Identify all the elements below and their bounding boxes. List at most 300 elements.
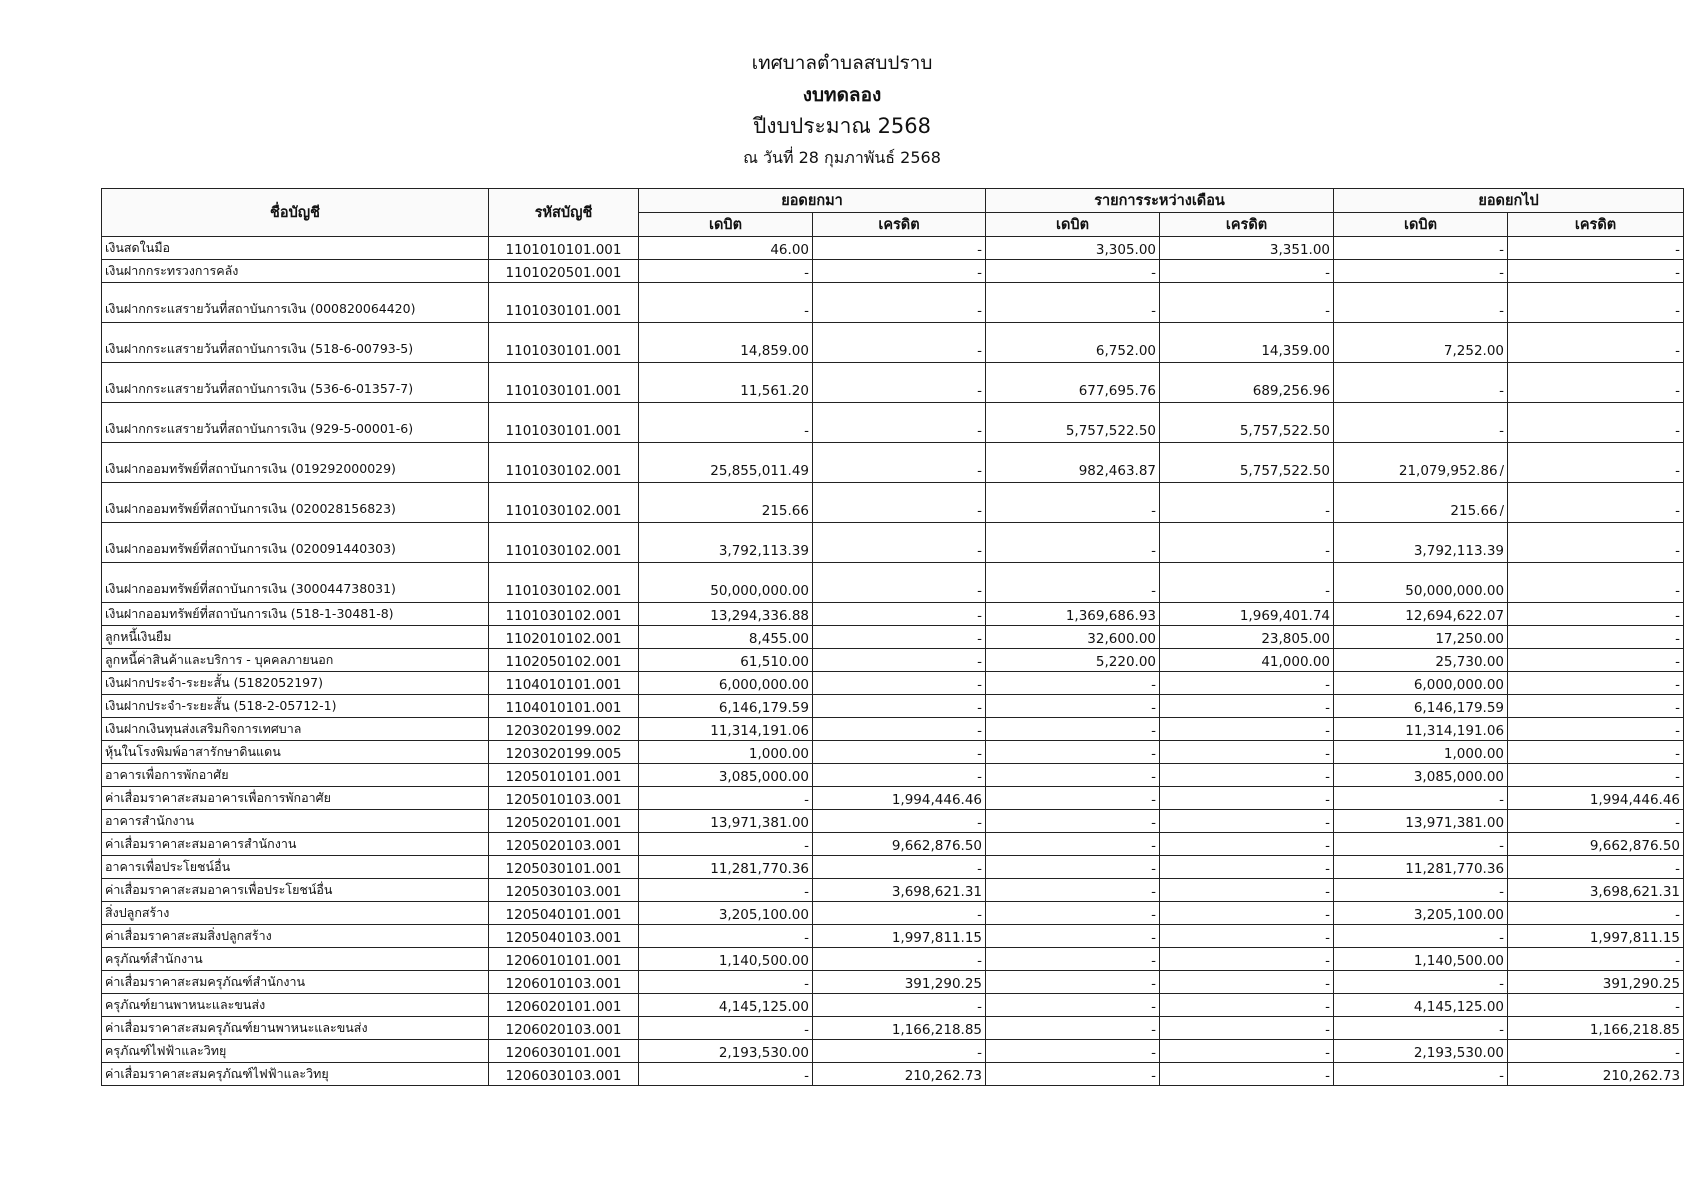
table-row: [102, 626, 1684, 649]
month-debit-cell: [986, 925, 1160, 948]
account-name-cell: [102, 810, 489, 833]
table-row: [102, 443, 1684, 483]
account-name-cell-text: เงินฝากออมทรัพย์ที่สถาบันการเงิน (300044738031): [105, 581, 396, 596]
header-account-code: รหัสบัญชี: [489, 189, 639, 237]
account-code-cell-text: 1102050102.001: [505, 654, 622, 670]
month-debit-cell: [986, 718, 1160, 741]
bf-debit-cell-text: 11,561.20: [740, 383, 809, 399]
account-name-cell-text: เงินฝากประจำ-ระยะสั้น (518-2-05712-1): [105, 698, 337, 713]
month-credit-cell: [1160, 672, 1334, 695]
account-code-cell: [489, 764, 639, 787]
cf-credit-cell: [1508, 971, 1684, 994]
month-debit-cell: [986, 994, 1160, 1017]
account-name-cell-text: เงินฝากกระแสรายวันที่สถาบันการเงิน (929-5-00001-6): [105, 421, 414, 436]
account-code-cell: [489, 902, 639, 925]
month-credit-cell-text: -: [1325, 1045, 1331, 1061]
cf-credit-cell-text: -: [1675, 583, 1681, 599]
month-debit-cell-text: -: [1151, 700, 1157, 716]
header-month-credit: เครดิต: [1160, 213, 1334, 237]
bf-credit-cell-text: -: [977, 583, 983, 599]
month-credit-cell-text: -: [1325, 746, 1331, 762]
bf-debit-cell: [639, 971, 813, 994]
cf-debit-cell-text: -: [1499, 265, 1505, 281]
header-cf-debit: เดบิต: [1334, 213, 1508, 237]
bf-debit-cell: [639, 363, 813, 403]
report-title: งบทดลอง: [802, 84, 882, 106]
bf-debit-cell-text: 4,145,125.00: [718, 999, 809, 1015]
table-row: [102, 237, 1684, 260]
bf-credit-cell-text: -: [977, 631, 983, 647]
bf-debit-cell-text: 1,000.00: [748, 746, 809, 762]
cf-debit-cell: [1334, 925, 1508, 948]
account-name-cell-text: ครุภัณฑ์ยานพาหนะและขนส่ง: [105, 997, 266, 1012]
account-name-cell: [102, 787, 489, 810]
table-row: [102, 260, 1684, 283]
cf-credit-cell-text: -: [1675, 463, 1681, 479]
bf-credit-cell: [813, 741, 986, 764]
cf-credit-cell-text: 9,662,876.50: [1589, 838, 1681, 854]
bf-credit-cell-text: -: [977, 861, 983, 877]
bf-credit-cell-text: -: [977, 723, 983, 739]
account-code-cell: [489, 323, 639, 363]
month-debit-cell-text: -: [1151, 999, 1157, 1015]
bf-credit-cell: [813, 1040, 986, 1063]
bf-debit-cell: [639, 925, 813, 948]
cf-debit-cell: [1334, 902, 1508, 925]
account-name-cell-text: ค่าเสื่อมราคาสะสมอาคารเพื่อการพักอาศัย: [105, 790, 331, 805]
cf-debit-cell: [1334, 237, 1508, 260]
account-name-cell: [102, 971, 489, 994]
cf-debit-cell-text: -: [1499, 792, 1505, 808]
month-debit-cell: [986, 523, 1160, 563]
bf-debit-cell-text: 46.00: [770, 242, 809, 258]
account-code-cell: [489, 626, 639, 649]
bf-credit-cell: [813, 649, 986, 672]
month-debit-cell: [986, 1017, 1160, 1040]
bf-credit-cell: [813, 283, 986, 323]
bf-debit-cell: [639, 1017, 813, 1040]
cf-debit-cell-text: 6,146,179.59: [1413, 700, 1505, 716]
cf-debit-cell-text: -: [1499, 383, 1505, 399]
cf-debit-cell: [1334, 283, 1508, 323]
bf-credit-cell-text: 1,166,218.85: [891, 1022, 983, 1038]
bf-credit-cell-text: -: [977, 815, 983, 831]
bf-credit-cell-text: -: [977, 677, 983, 693]
table-row: [102, 649, 1684, 672]
bf-credit-cell: [813, 483, 986, 523]
account-code-cell-text: 1203020199.002: [505, 723, 622, 739]
month-credit-cell-text: -: [1325, 953, 1331, 969]
cf-credit-cell: [1508, 879, 1684, 902]
account-name-cell-text: ลูกหนี้ค่าสินค้าและบริการ - บุคคลภายนอก: [105, 652, 334, 667]
bf-credit-cell-text: 1,997,811.15: [891, 930, 983, 946]
cf-debit-cell-text: 215.66: [1450, 503, 1498, 519]
header-cf-credit: เครดิต: [1508, 213, 1684, 237]
account-name-cell: [102, 902, 489, 925]
bf-credit-cell-text: 391,290.25: [904, 976, 983, 992]
bf-debit-cell: [639, 443, 813, 483]
month-debit-cell-text: 32,600.00: [1087, 631, 1157, 647]
month-debit-cell: [986, 260, 1160, 283]
bf-credit-cell: [813, 833, 986, 856]
cf-credit-cell-text: -: [1675, 303, 1681, 319]
cf-credit-cell: [1508, 523, 1684, 563]
account-code-cell-text: 1203020199.005: [505, 746, 622, 762]
cf-debit-cell: [1334, 879, 1508, 902]
bf-credit-cell-text: 3,698,621.31: [891, 884, 983, 900]
bf-credit-cell-text: 9,662,876.50: [891, 838, 983, 854]
month-credit-cell: [1160, 1040, 1334, 1063]
account-name-cell-text: เงินฝากกระแสรายวันที่สถาบันการเงิน (536-6-01357-7): [105, 381, 414, 396]
cf-debit-cell-text: -: [1499, 423, 1505, 439]
cf-debit-cell-text: -: [1499, 838, 1505, 854]
month-debit-cell-text: -: [1151, 792, 1157, 808]
cf-credit-cell: [1508, 1017, 1684, 1040]
table-row: [102, 403, 1684, 443]
month-credit-cell: [1160, 363, 1334, 403]
cf-credit-cell: [1508, 323, 1684, 363]
month-debit-cell: [986, 787, 1160, 810]
cf-credit-cell: [1508, 695, 1684, 718]
bf-debit-cell-text: 2,193,530.00: [718, 1045, 809, 1061]
account-code-cell: [489, 695, 639, 718]
month-debit-cell: [986, 483, 1160, 523]
cf-debit-cell: [1334, 672, 1508, 695]
table-row: [102, 994, 1684, 1017]
cf-credit-cell: [1508, 626, 1684, 649]
bf-credit-cell-text: -: [977, 463, 983, 479]
account-name-cell: [102, 626, 489, 649]
cf-debit-cell-text: 3,205,100.00: [1413, 907, 1505, 923]
bf-debit-cell: [639, 626, 813, 649]
bf-debit-cell-text: 1,140,500.00: [718, 953, 809, 969]
account-code-cell-text: 1205020103.001: [505, 838, 622, 854]
header-brought-forward: ยอดยกมา: [639, 189, 986, 213]
cf-debit-cell: [1334, 523, 1508, 563]
cf-credit-cell: [1508, 672, 1684, 695]
month-credit-cell-text: -: [1325, 792, 1331, 808]
bf-credit-cell: [813, 902, 986, 925]
month-debit-cell-text: 5,757,522.50: [1065, 423, 1157, 439]
cf-debit-cell-text: 11,281,770.36: [1405, 861, 1505, 877]
account-code-cell: [489, 1040, 639, 1063]
bf-credit-cell-text: -: [977, 343, 983, 359]
account-code-cell: [489, 363, 639, 403]
account-code-cell: [489, 283, 639, 323]
account-code-cell: [489, 1063, 639, 1086]
header-bf-credit: เครดิต: [813, 213, 986, 237]
cf-credit-cell-text: -: [1675, 631, 1681, 647]
table-row: [102, 764, 1684, 787]
month-debit-cell: [986, 323, 1160, 363]
month-credit-cell-text: -: [1325, 723, 1331, 739]
bf-debit-cell: [639, 856, 813, 879]
bf-credit-cell: [813, 925, 986, 948]
bf-credit-cell-text: -: [977, 303, 983, 319]
cf-credit-cell-text: -: [1675, 769, 1681, 785]
bf-credit-cell-text: -: [977, 265, 983, 281]
cf-credit-cell-text: -: [1675, 543, 1681, 559]
cf-credit-cell-text: -: [1675, 1045, 1681, 1061]
fiscal-year: ปีงบประมาณ 2568: [752, 114, 932, 138]
account-name-cell: [102, 879, 489, 902]
account-name-cell: [102, 237, 489, 260]
bf-debit-cell-text: 215.66: [761, 503, 809, 519]
cf-credit-cell: [1508, 856, 1684, 879]
bf-debit-cell-text: -: [804, 1068, 809, 1084]
cf-credit-cell: [1508, 363, 1684, 403]
table-row: [102, 1040, 1684, 1063]
account-name-cell-text: ค่าเสื่อมราคาสะสมอาคารสำนักงาน: [105, 836, 297, 851]
month-debit-cell: [986, 283, 1160, 323]
month-credit-cell-text: -: [1325, 543, 1331, 559]
account-name-cell: [102, 403, 489, 443]
month-credit-cell: [1160, 1017, 1334, 1040]
account-code-cell: [489, 925, 639, 948]
cf-debit-cell-text: -: [1499, 242, 1505, 258]
month-debit-cell: [986, 971, 1160, 994]
month-debit-cell-text: -: [1151, 861, 1157, 877]
month-debit-cell-text: -: [1151, 884, 1157, 900]
month-credit-cell-text: -: [1325, 1068, 1331, 1084]
table-row: [102, 833, 1684, 856]
bf-credit-cell: [813, 403, 986, 443]
month-credit-cell: [1160, 649, 1334, 672]
table-row: [102, 1017, 1684, 1040]
table-row: [102, 603, 1684, 626]
cf-credit-cell-text: 3,698,621.31: [1589, 884, 1681, 900]
bf-debit-cell-text: -: [804, 423, 809, 439]
bf-debit-cell: [639, 563, 813, 603]
bf-debit-cell-text: 50,000,000.00: [710, 583, 809, 599]
month-credit-cell-text: -: [1325, 999, 1331, 1015]
bf-debit-cell-text: 13,294,336.88: [710, 608, 809, 624]
account-code-cell: [489, 948, 639, 971]
cf-credit-cell-text: -: [1675, 723, 1681, 739]
bf-credit-cell: [813, 1063, 986, 1086]
bf-debit-cell-text: -: [804, 265, 809, 281]
bf-credit-cell: [813, 237, 986, 260]
account-code-cell: [489, 787, 639, 810]
account-name-cell-text: เงินฝากออมทรัพย์ที่สถาบันการเงิน (518-1-30481-8): [105, 606, 394, 621]
account-code-cell-text: 1101030101.001: [505, 423, 622, 439]
account-code-cell-text: 1205010101.001: [505, 769, 622, 785]
bf-credit-cell-text: -: [977, 907, 983, 923]
table-row: [102, 810, 1684, 833]
bf-credit-cell-text: -: [977, 769, 983, 785]
account-code-cell-text: 1104010101.001: [505, 677, 622, 693]
table-row: [102, 902, 1684, 925]
bf-credit-cell-text: -: [977, 242, 983, 258]
account-code-cell-text: 1206030101.001: [505, 1045, 622, 1061]
cf-debit-cell: [1334, 1017, 1508, 1040]
bf-credit-cell: [813, 443, 986, 483]
bf-debit-cell: [639, 787, 813, 810]
month-credit-cell-text: -: [1325, 677, 1331, 693]
account-name-cell: [102, 523, 489, 563]
account-name-cell: [102, 443, 489, 483]
cf-debit-cell-text: 50,000,000.00: [1405, 583, 1505, 599]
month-debit-cell: [986, 948, 1160, 971]
cf-debit-cell-text: 4,145,125.00: [1413, 999, 1505, 1015]
account-code-cell: [489, 672, 639, 695]
cf-credit-cell: [1508, 483, 1684, 523]
account-code-cell-text: 1205030103.001: [505, 884, 622, 900]
month-credit-cell: [1160, 237, 1334, 260]
cf-debit-cell: [1334, 323, 1508, 363]
account-code-cell-text: 1205030101.001: [505, 861, 622, 877]
table-row: [102, 523, 1684, 563]
month-debit-cell-text: 3,305.00: [1095, 242, 1157, 258]
bf-debit-cell: [639, 672, 813, 695]
account-code-cell-text: 1206010101.001: [505, 953, 622, 969]
cf-credit-cell: [1508, 283, 1684, 323]
account-code-cell: [489, 994, 639, 1017]
bf-credit-cell: [813, 260, 986, 283]
check-mark-icon: /: [1499, 504, 1505, 519]
account-name-cell-text: ครุภัณฑ์สำนักงาน: [105, 951, 203, 966]
month-debit-cell: [986, 626, 1160, 649]
bf-debit-cell-text: 6,146,179.59: [718, 700, 809, 716]
month-debit-cell: [986, 902, 1160, 925]
cf-debit-cell-text: 3,085,000.00: [1413, 769, 1505, 785]
account-name-cell: [102, 603, 489, 626]
cf-credit-cell-text: 1,997,811.15: [1589, 930, 1681, 946]
month-debit-cell: [986, 741, 1160, 764]
month-debit-cell-text: 677,695.76: [1078, 383, 1157, 399]
table-row: [102, 483, 1684, 523]
month-debit-cell: [986, 856, 1160, 879]
cf-credit-cell: [1508, 1040, 1684, 1063]
header-bf-debit: เดบิต: [639, 213, 813, 237]
bf-debit-cell: [639, 1063, 813, 1086]
bf-debit-cell: [639, 810, 813, 833]
table-row: [102, 323, 1684, 363]
cf-credit-cell-text: 210,262.73: [1602, 1068, 1681, 1084]
account-name-cell-text: เงินสดในมือ: [105, 240, 171, 255]
cf-debit-cell-text: 2,193,530.00: [1413, 1045, 1505, 1061]
bf-credit-cell: [813, 948, 986, 971]
cf-credit-cell-text: 391,290.25: [1602, 976, 1681, 992]
account-name-cell: [102, 1017, 489, 1040]
account-code-cell-text: 1101010101.001: [505, 242, 622, 258]
month-credit-cell: [1160, 443, 1334, 483]
cf-debit-cell: [1334, 741, 1508, 764]
month-credit-cell-text: -: [1325, 503, 1331, 519]
cf-credit-cell: [1508, 994, 1684, 1017]
account-code-cell-text: 1101030101.001: [505, 343, 622, 359]
account-name-cell-text: เงินฝากออมทรัพย์ที่สถาบันการเงิน (020091440303): [105, 541, 396, 556]
cf-debit-cell: [1334, 856, 1508, 879]
month-debit-cell: [986, 563, 1160, 603]
bf-debit-cell-text: -: [804, 884, 809, 900]
bf-credit-cell-text: -: [977, 543, 983, 559]
account-code-cell-text: 1205020101.001: [505, 815, 622, 831]
month-debit-cell: [986, 810, 1160, 833]
bf-debit-cell-text: -: [804, 930, 809, 946]
month-credit-cell: [1160, 718, 1334, 741]
account-code-cell: [489, 810, 639, 833]
bf-credit-cell: [813, 1017, 986, 1040]
month-credit-cell: [1160, 323, 1334, 363]
month-credit-cell-text: -: [1325, 976, 1331, 992]
bf-debit-cell: [639, 1040, 813, 1063]
bf-credit-cell-text: -: [977, 953, 983, 969]
cf-debit-cell: [1334, 363, 1508, 403]
cf-credit-cell-text: -: [1675, 953, 1681, 969]
account-code-cell-text: 1206020103.001: [505, 1022, 622, 1038]
account-code-cell: [489, 718, 639, 741]
account-name-cell-text: เงินฝากกระทรวงการคลัง: [105, 263, 239, 278]
cf-credit-cell-text: -: [1675, 383, 1681, 399]
bf-debit-cell-text: -: [804, 838, 809, 854]
cf-debit-cell: [1334, 649, 1508, 672]
bf-debit-cell-text: 25,855,011.49: [710, 463, 809, 479]
account-code-cell-text: 1205040103.001: [505, 930, 622, 946]
table-row: [102, 925, 1684, 948]
month-debit-cell: [986, 603, 1160, 626]
month-debit-cell: [986, 833, 1160, 856]
account-code-cell: [489, 1017, 639, 1040]
cf-debit-cell: [1334, 948, 1508, 971]
account-code-cell-text: 1205010103.001: [505, 792, 622, 808]
bf-debit-cell-text: 14,859.00: [740, 343, 809, 359]
table-row: [102, 672, 1684, 695]
month-debit-cell: [986, 363, 1160, 403]
account-name-cell: [102, 672, 489, 695]
month-credit-cell: [1160, 948, 1334, 971]
month-debit-cell-text: -: [1151, 723, 1157, 739]
account-name-cell-text: เงินฝากประจำ-ระยะสั้น (5182052197): [105, 675, 323, 690]
account-name-cell-text: ค่าเสื่อมราคาสะสมครุภัณฑ์ยานพาหนะและขนส่ง: [105, 1020, 368, 1035]
cf-debit-cell-text: -: [1499, 303, 1505, 319]
cf-debit-cell: [1334, 787, 1508, 810]
account-code-cell-text: 1206020101.001: [505, 999, 622, 1015]
table-row: [102, 363, 1684, 403]
bf-debit-cell: [639, 741, 813, 764]
bf-debit-cell: [639, 649, 813, 672]
account-name-cell-text: เงินฝากกระแสรายวันที่สถาบันการเงิน (518-6-00793-5): [105, 341, 414, 356]
bf-credit-cell-text: 1,994,446.46: [891, 792, 983, 808]
month-credit-cell-text: -: [1325, 815, 1331, 831]
month-credit-cell-text: 23,805.00: [1261, 631, 1331, 647]
cf-debit-cell-text: 17,250.00: [1435, 631, 1505, 647]
account-code-cell: [489, 833, 639, 856]
bf-credit-cell-text: -: [977, 423, 983, 439]
bf-credit-cell-text: -: [977, 1045, 983, 1061]
account-code-cell: [489, 403, 639, 443]
cf-debit-cell: [1334, 443, 1508, 483]
account-name-cell-text: สิ่งปลูกสร้าง: [105, 905, 170, 920]
month-credit-cell-text: 5,757,522.50: [1239, 423, 1331, 439]
month-debit-cell: [986, 764, 1160, 787]
bf-debit-cell: [639, 718, 813, 741]
month-debit-cell-text: -: [1151, 503, 1157, 519]
account-code-cell-text: 1101030102.001: [505, 503, 622, 519]
month-debit-cell-text: 6,752.00: [1095, 343, 1157, 359]
bf-credit-cell: [813, 994, 986, 1017]
cf-credit-cell-text: -: [1675, 861, 1681, 877]
month-credit-cell-text: -: [1325, 838, 1331, 854]
cf-credit-cell: [1508, 948, 1684, 971]
month-credit-cell-text: 41,000.00: [1261, 654, 1331, 670]
bf-debit-cell: [639, 695, 813, 718]
cf-debit-cell: [1334, 833, 1508, 856]
cf-credit-cell-text: -: [1675, 700, 1681, 716]
cf-credit-cell: [1508, 787, 1684, 810]
account-code-cell-text: 1101030102.001: [505, 583, 622, 599]
table-row: [102, 695, 1684, 718]
